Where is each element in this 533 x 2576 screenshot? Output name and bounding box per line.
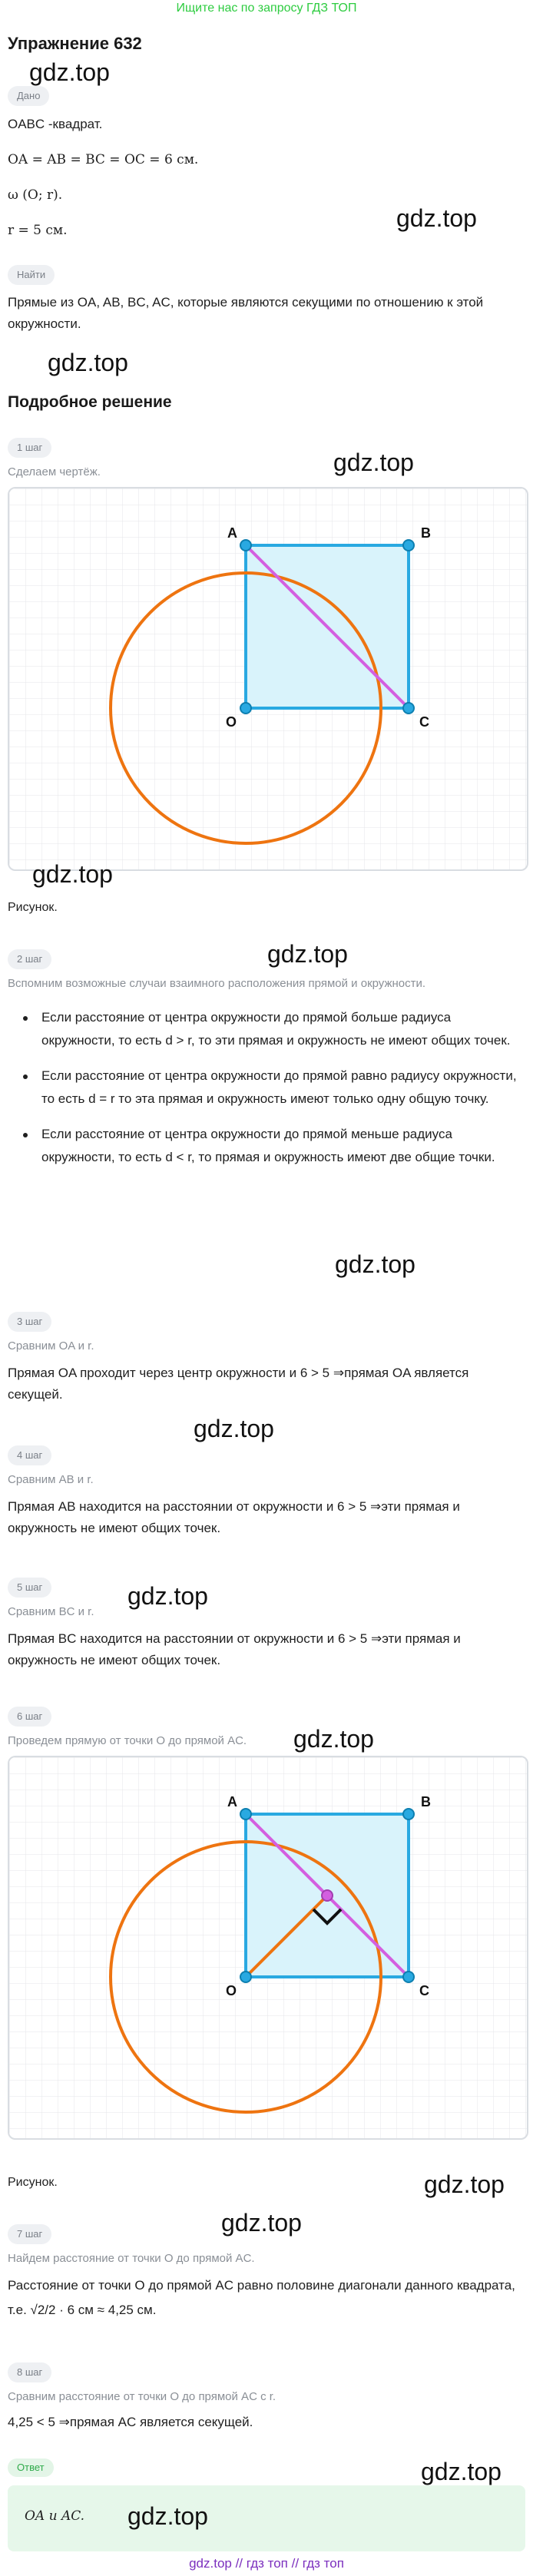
step-description: Проведем прямую от точки O до прямой AC. [8,1734,247,1747]
label-o: O [226,1983,237,1998]
watermark: gdz.top [221,2209,302,2237]
geometry-drawing [9,488,527,869]
point-a [240,1809,251,1819]
step-tag: 1 шаг [8,438,51,458]
step-tag: 2 шаг [8,949,51,969]
watermark: gdz.top [396,204,477,232]
given-line: OABC -квадрат. [8,117,103,131]
step-text: Расстояние от точки O до прямой AC равно половине диагонали данного квадрата, т.е. √2/2 · 6 см ≈ 4,25 см. [8,2278,515,2317]
step-tag: 7 шаг [8,2224,51,2244]
given-line: OA = AB = BC = OC = 6 см. [8,152,199,167]
watermark: gdz.top [333,449,414,476]
search-hint-link[interactable]: Ищите нас по запросу ГДЗ ТОП [176,2,357,15]
point-o [240,1972,251,1982]
watermark: gdz.top [127,2502,208,2530]
watermark: gdz.top [29,58,110,86]
step-text: 4,25 < 5 ⇒прямая AC является секущей. [8,2415,253,2429]
solution-title: Подробное решение [8,393,172,411]
footer-links[interactable]: gdz.top // гдз топ // гдз топ [189,2556,344,2571]
watermark: gdz.top [424,2170,505,2198]
label-a: A [227,525,237,541]
step-tag: 8 шаг [8,2362,51,2382]
watermark: gdz.top [32,860,113,888]
step-tag: 5 шаг [8,1578,51,1598]
label-b: B [421,525,431,541]
page-title: Упражнение 632 [8,34,142,53]
watermark: gdz.top [48,349,128,376]
point-h [322,1890,333,1901]
point-b [403,1809,414,1819]
list-item: Если расстояние от центра окружности до прямой больше радиуса окружности, то есть d > r, то эти прямая и окружность не имеют общих точек. [8,1006,522,1052]
label-o: O [226,714,237,730]
label-c: C [419,714,429,730]
step-description: Вспомним возможные случаи взаимного расположения прямой и окружности. [8,977,426,990]
given-line: ω (O; r). [8,187,63,203]
given-line: r = 5 см. [8,223,68,238]
step-text: Прямая BC находится на расстоянии от окружности и 6 > 5 ⇒эти прямая и окружность не имеют общих точек. [8,1631,461,1667]
label-a: A [227,1794,237,1809]
step-text: Прямая OA проходит через центр окружности и 6 > 5 ⇒прямая OA является секущей. [8,1366,469,1402]
step-description: Сравним расстояние от точки O до прямой AC с r. [8,2390,276,2403]
answer-tag: Ответ [8,2458,54,2477]
drawing-figure [8,487,528,871]
step-description: Сравним AB и r. [8,1473,94,1486]
given-tag: Дано [8,86,49,106]
list-item: Если расстояние от центра окружности до прямой равно радиусу окружности, то есть d = r то эта прямая и окружность имеют только одну общую точку. [8,1065,522,1111]
cases-list [8,1006,522,1181]
watermark: gdz.top [267,940,348,968]
answer-box [8,2485,525,2551]
label-b: B [421,1794,431,1809]
step-description: Сравним OA и r. [8,1339,94,1353]
step-description: Найдем расстояние от точки O до прямой AC. [8,2252,255,2265]
list-item: Если расстояние от центра окружности до прямой меньше радиуса окружности, то есть d < r, то прямая и окружность имеют две общие точки. [8,1123,522,1169]
point-c [403,1972,414,1982]
drawing-figure-2 [8,1756,528,2140]
watermark: gdz.top [194,1415,274,1442]
geometry-drawing-2 [9,1757,527,2138]
point-o [240,703,251,714]
find-tag: Найти [8,265,55,285]
step-tag: 3 шаг [8,1312,51,1332]
watermark: gdz.top [335,1250,415,1278]
label-c: C [419,1983,429,1998]
point-b [403,540,414,551]
answer-text: OA и AC. [25,2508,85,2524]
point-a [240,540,251,551]
find-text: Прямые из OA, AB, BC, AC, которые являются секущими по отношению к этой окружности. [8,295,484,331]
point-c [403,703,414,714]
figure-caption: Рисунок. [8,901,58,914]
watermark: gdz.top [421,2458,502,2485]
step-tag: 4 шаг [8,1445,51,1465]
step-text: Прямая AB находится на расстоянии от окружности и 6 > 5 ⇒эти прямая и окружность не имеют общих точек. [8,1499,460,1535]
watermark: gdz.top [127,1582,208,1610]
watermark: gdz.top [293,1725,374,1753]
step-description: Сравним BC и r. [8,1605,94,1618]
figure-caption: Рисунок. [8,2176,58,2189]
step-tag: 6 шаг [8,1707,51,1727]
step-description: Сделаем чертёж. [8,465,101,478]
